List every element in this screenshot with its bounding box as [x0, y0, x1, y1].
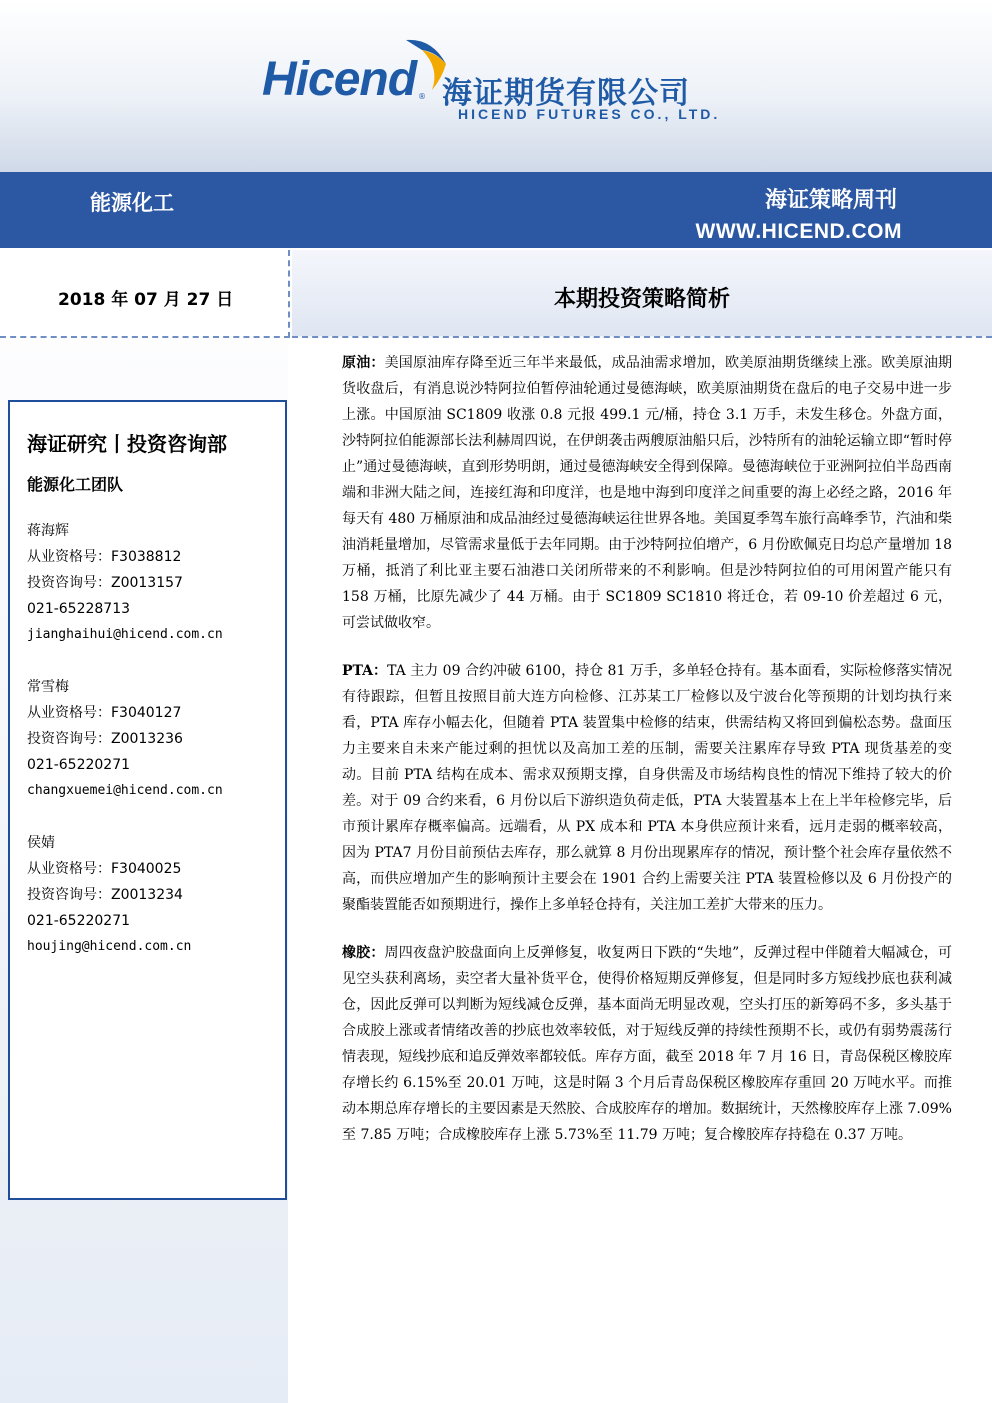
analyst-phone: 021-65220271	[27, 913, 131, 929]
analyst-name: 蒋海辉	[27, 523, 69, 539]
sidebar	[0, 338, 288, 1403]
analyst-consult-number: 投资咨询号：Z0013236	[27, 731, 183, 747]
registered-mark: ®	[418, 92, 426, 101]
logo-brand-en: Hicend	[262, 53, 417, 106]
title-box	[292, 250, 992, 338]
department-name: 海证研究丨投资咨询部	[27, 432, 227, 456]
section-pta	[342, 658, 952, 918]
company-logo	[262, 34, 732, 134]
header	[0, 0, 992, 172]
analyst-email[interactable]: changxuemei@hicend.com.cn	[27, 783, 223, 798]
title-band	[0, 172, 992, 248]
analyst-entry	[27, 674, 223, 804]
logo-brand-sub: HICEND FUTURES CO., LTD.	[458, 106, 721, 122]
analyst-phone: 021-65228713	[27, 601, 131, 617]
analyst-card	[8, 400, 287, 1200]
website-link[interactable]: WWW.HICEND.COM	[695, 220, 902, 243]
section-label: 橡胶：	[342, 945, 385, 961]
section-label: PTA：	[342, 663, 388, 679]
analyst-consult-number: 投资咨询号：Z0013157	[27, 575, 183, 591]
date-box	[0, 250, 290, 338]
analyst-qualification: 从业资格号：F3038812	[27, 549, 182, 565]
section-text: 美国原油库存降至近三年半来最低，成品油需求增加，欧美原油期货继续上涨。欧美原油期货收盘后，有消息说沙特阿拉伯暂停油轮通过曼德海峡，欧美原油期货在盘后的电子交易中进一步上涨。中国原油 SC1809 收涨 0.8 元报 499.1 元/桶，持仓 3.1 万手，未发生移仓。外盘方面，沙特阿拉伯能源部长法利赫周四说，在伊朗袭击两艘原油船只后，沙特所有的油轮运输立即“暂时停止”通过曼德海峡，直到形势明朗，通过曼德海峡安全得到保障。曼德海峡位于亚洲阿拉伯半岛西南端和非洲大陆之间，连接红海和印度洋，也是地中海到印度洋之间重要的海上必经之路，2016 年每天有 480 万桶原油和成品油经过曼德海峡运往世界各地。美国夏季驾车旅行高峰季节，汽油和柴油消耗量增加，尽管需求量低于去年同期。由于沙特阿拉伯增产，6 月份欧佩克日均总产量增加 18 万桶，抵消了利比亚主要石油港口关闭所带来的不利影响。但是沙特阿拉伯的可用闲置产能只有 158 万桶，比原先减少了 44 万桶。由于 SC1809 SC1810 将迁仓，若 09-10 价差超过 6 元，可尝试做收窄。	[342, 355, 953, 631]
analyst-email[interactable]: houjing@hicend.com.cn	[27, 939, 192, 954]
analyst-name: 常雪梅	[27, 679, 69, 695]
page-title: 本期投资策略简析	[553, 287, 730, 312]
section-crude-oil	[342, 350, 952, 636]
analyst-email[interactable]: jianghaihui@hicend.com.cn	[27, 627, 223, 642]
section-label: 原油：	[342, 355, 385, 371]
report-category: 能源化工	[90, 191, 174, 215]
report-date: 2018 年 07 月 27 日	[58, 290, 234, 310]
analyst-qualification: 从业资格号：F3040025	[27, 861, 182, 877]
main-content	[342, 350, 952, 1170]
analyst-entry	[27, 518, 223, 648]
analyst-phone: 021-65220271	[27, 757, 131, 773]
analyst-consult-number: 投资咨询号：Z0013234	[27, 887, 183, 903]
logo-brand-cn: 海证期货有限公司	[442, 76, 690, 111]
analyst-name: 侯婧	[27, 835, 55, 851]
section-rubber	[342, 940, 952, 1148]
publication-name: 海证策略周刊	[764, 188, 897, 213]
team-name: 能源化工团队	[27, 475, 124, 494]
section-text: 周四夜盘沪胶盘面向上反弹修复，收复两日下跌的“失地”，反弹过程中伴随着大幅减仓，可见空头获利离场，卖空者大量补货平仓，使得价格短期反弹修复，但是同时多方短线抄底也获利减仓，因此反弹可以判断为短线减仓反弹，基本面尚无明显改观，空头打压的新筹码不多，多头基于合成胶上涨或者情绪改善的抄底也效率较低，对于短线反弹的持续性预期不长，或仍有弱势震荡行情表现，短线抄底和追反弹效率都较低。库存方面，截至 2018 年 7 月 16 日，青岛保税区橡胶库存增长约 6.15%至 20.01 万吨，这是时隔 3 个月后青岛保税区橡胶库存重回 20 万吨水平。而推动本期总库存增长的主要因素是天然胶、合成胶库存的增加。数据统计，天然橡胶库存上涨 7.09%至 7.85 万吨；合成橡胶库存上涨 5.73%至 11.79 万吨；复合橡胶库存持稳在 0.37 万吨。	[342, 945, 953, 1143]
analyst-entry	[27, 830, 191, 960]
section-text: TA 主力 09 合约冲破 6100，持仓 81 万手，多单轻仓持有。基本面看，实际检修落实情况有待跟踪，但暂且按照目前大连方向检修、江苏某工厂检修以及宁波台化等预期的计划均执行来看，PTA 库存小幅去化，但随着 PTA 装置集中检修的结束，供需结构又将回到偏松态势。盘面压力主要来自未来产能过剩的担忧以及高加工差的压制，需要关注累库存导致 PTA 现货基差的变动。目前 PTA 结构在成本、需求双预期支撑，自身供需及市场结构良性的情况下维持了较大的价差。对于 09 合约来看，6 月份以后下游织造负荷走低，PTA 大装置基本上在上半年检修完毕，后市预计累库存概率偏高。远端看，从 PX 成本和 PTA 本身供应预计来看，远月走弱的概率较高，因为 PTA7 月份目前预估去库存，那么就算 8 月份出现累库存的情况，预计整个社会库存量依然不高，而供应增加产生的影响预计主要会在 1901 合约上需要关注 PTA 装置检修以及 6 月份投产的聚酯装置能否如预期进行，操作上多单轻仓持有，关注加工差扩大带来的压力。	[342, 663, 952, 913]
analyst-qualification: 从业资格号：F3040127	[27, 705, 182, 721]
